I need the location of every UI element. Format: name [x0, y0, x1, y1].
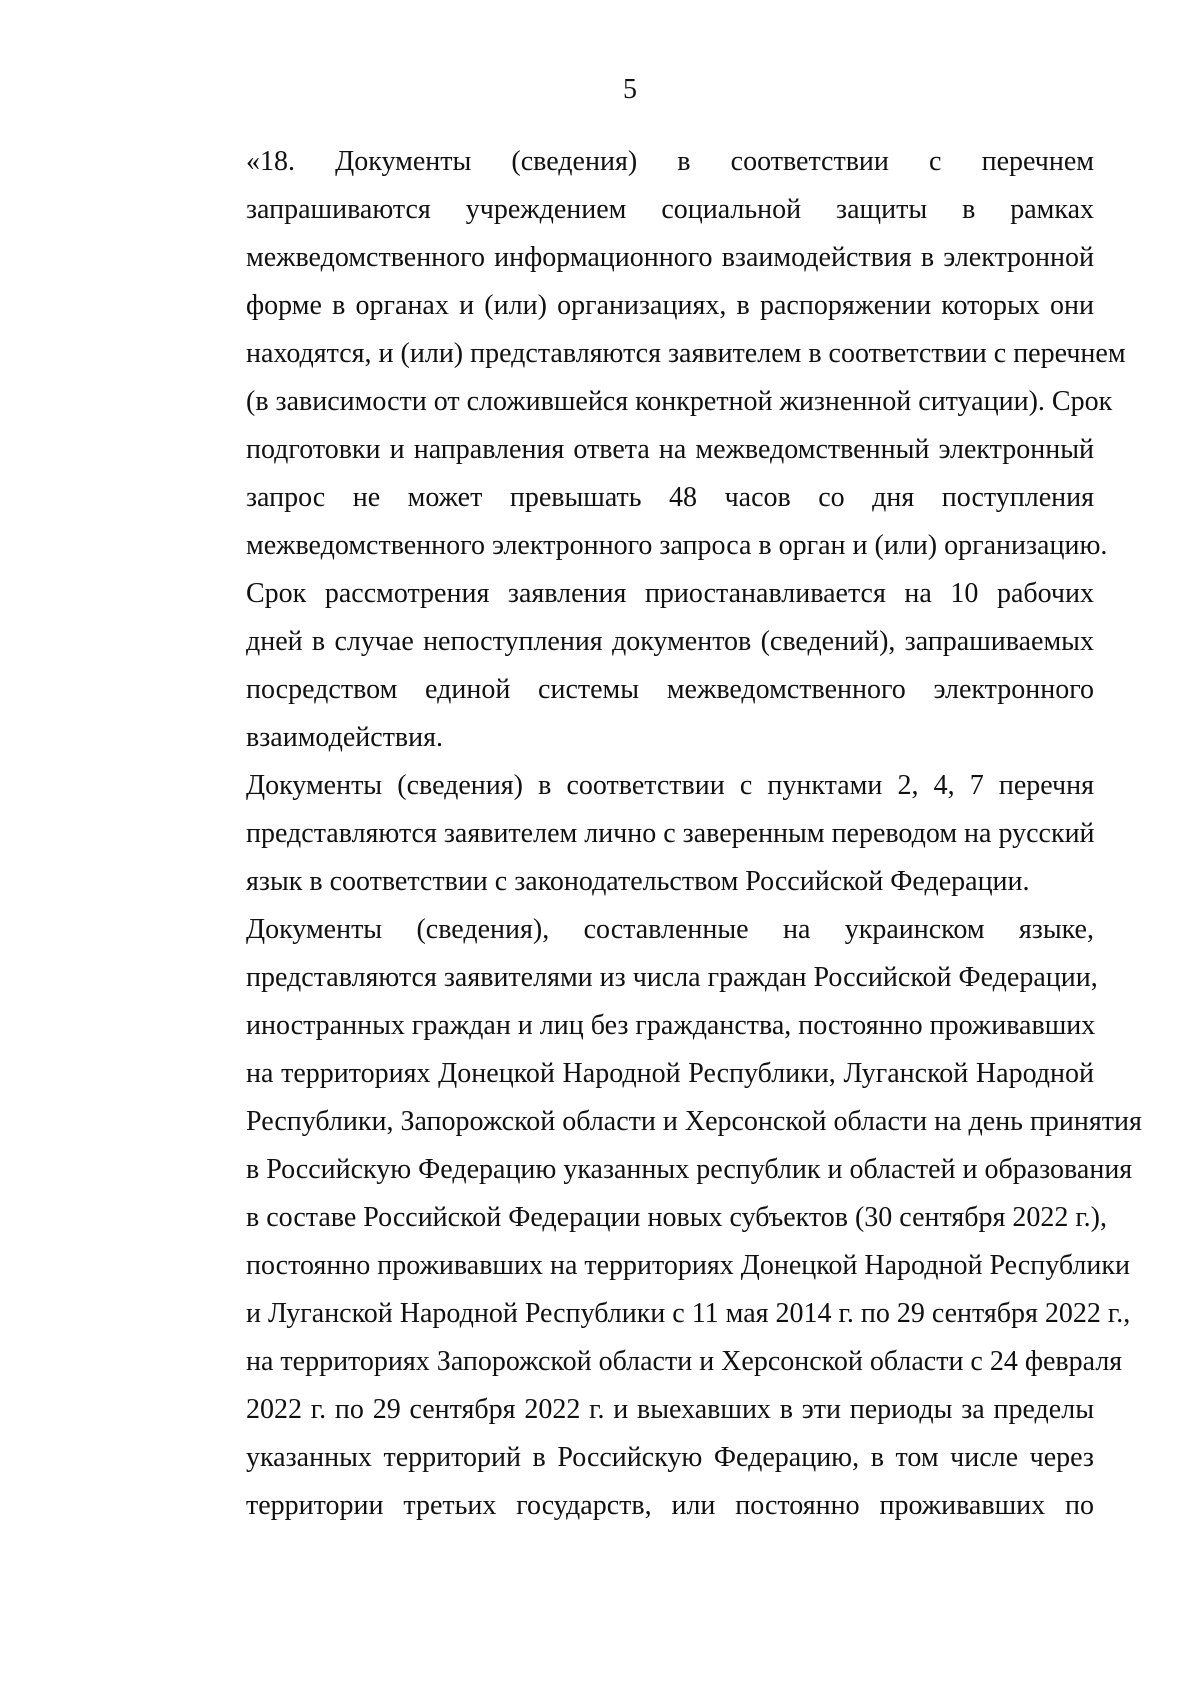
- text-line: Документы (сведения) в соответствии с пунктами 2, 4, 7 перечня: [246, 770, 1094, 801]
- text-line: (в зависимости от сложившейся конкретной жизненной ситуации). Срок: [246, 386, 1113, 417]
- text-line: на территориях Донецкой Народной Республики, Луганской Народной: [246, 1058, 1094, 1089]
- text-line: представляются заявителями из числа граждан Российской Федерации,: [246, 962, 1098, 993]
- text-line: Документы (сведения), составленные на украинском языке,: [246, 914, 1094, 945]
- page-number: 5: [623, 74, 637, 105]
- text-line: запрос не может превышать 48 часов со дня поступления: [246, 482, 1094, 513]
- text-line: указанных территорий в Российскую Федерацию, в том числе через: [246, 1442, 1094, 1473]
- paragraph-suspension: [172, 570, 1094, 762]
- text-line: представляются заявителем лично с заверенным переводом на русский: [246, 818, 1095, 849]
- document-body: [172, 138, 1142, 1530]
- paragraph-18: [172, 138, 1126, 570]
- text-line: межведомственного электронного запроса в орган и (или) организацию.: [246, 530, 1108, 561]
- text-line: межведомственного информационного взаимодействия в электронной: [246, 242, 1094, 273]
- paragraph-ukrainian-documents: [172, 906, 1142, 1530]
- text-line: запрашиваются учреждением социальной защиты в рамках: [246, 194, 1094, 225]
- text-line: язык в соответствии с законодательством Российской Федерации.: [246, 866, 1030, 897]
- text-line: и Луганской Народной Республики с 11 мая 2014 г. по 29 сентября 2022 г.,: [246, 1298, 1131, 1329]
- paragraph-translation: [172, 762, 1094, 906]
- text-line: посредством единой системы межведомственного электронного: [246, 674, 1094, 705]
- text-line: иностранных граждан и лиц без гражданства, постоянно проживавших: [246, 1010, 1096, 1041]
- text-line: подготовки и направления ответа на межведомственный электронный: [246, 434, 1094, 465]
- text-line: «18. Документы (сведения) в соответствии с перечнем: [246, 146, 1094, 177]
- text-line: форме в органах и (или) организациях, в распоряжении которых они: [246, 290, 1094, 321]
- text-line: постоянно проживавших на территориях Донецкой Народной Республики: [246, 1250, 1130, 1281]
- text-line: Республики, Запорожской области и Херсонской области на день принятия: [246, 1106, 1142, 1137]
- text-line: находятся, и (или) представляются заявителем в соответствии с перечнем: [246, 338, 1126, 369]
- text-line: в Российскую Федерацию указанных республик и областей и образования: [246, 1154, 1133, 1185]
- text-line: на территориях Запорожской области и Херсонской области с 24 февраля: [246, 1346, 1123, 1377]
- text-line: территории третьих государств, или постоянно проживавших по: [246, 1490, 1094, 1521]
- text-line: Срок рассмотрения заявления приостанавливается на 10 рабочих: [246, 578, 1094, 609]
- text-line: в составе Российской Федерации новых субъектов (30 сентября 2022 г.),: [246, 1202, 1107, 1233]
- text-line: 2022 г. по 29 сентября 2022 г. и выехавших в эти периоды за пределы: [246, 1394, 1094, 1425]
- text-line: дней в случае непоступления документов (сведений), запрашиваемых: [246, 626, 1094, 657]
- text-line: взаимодействия.: [246, 722, 444, 753]
